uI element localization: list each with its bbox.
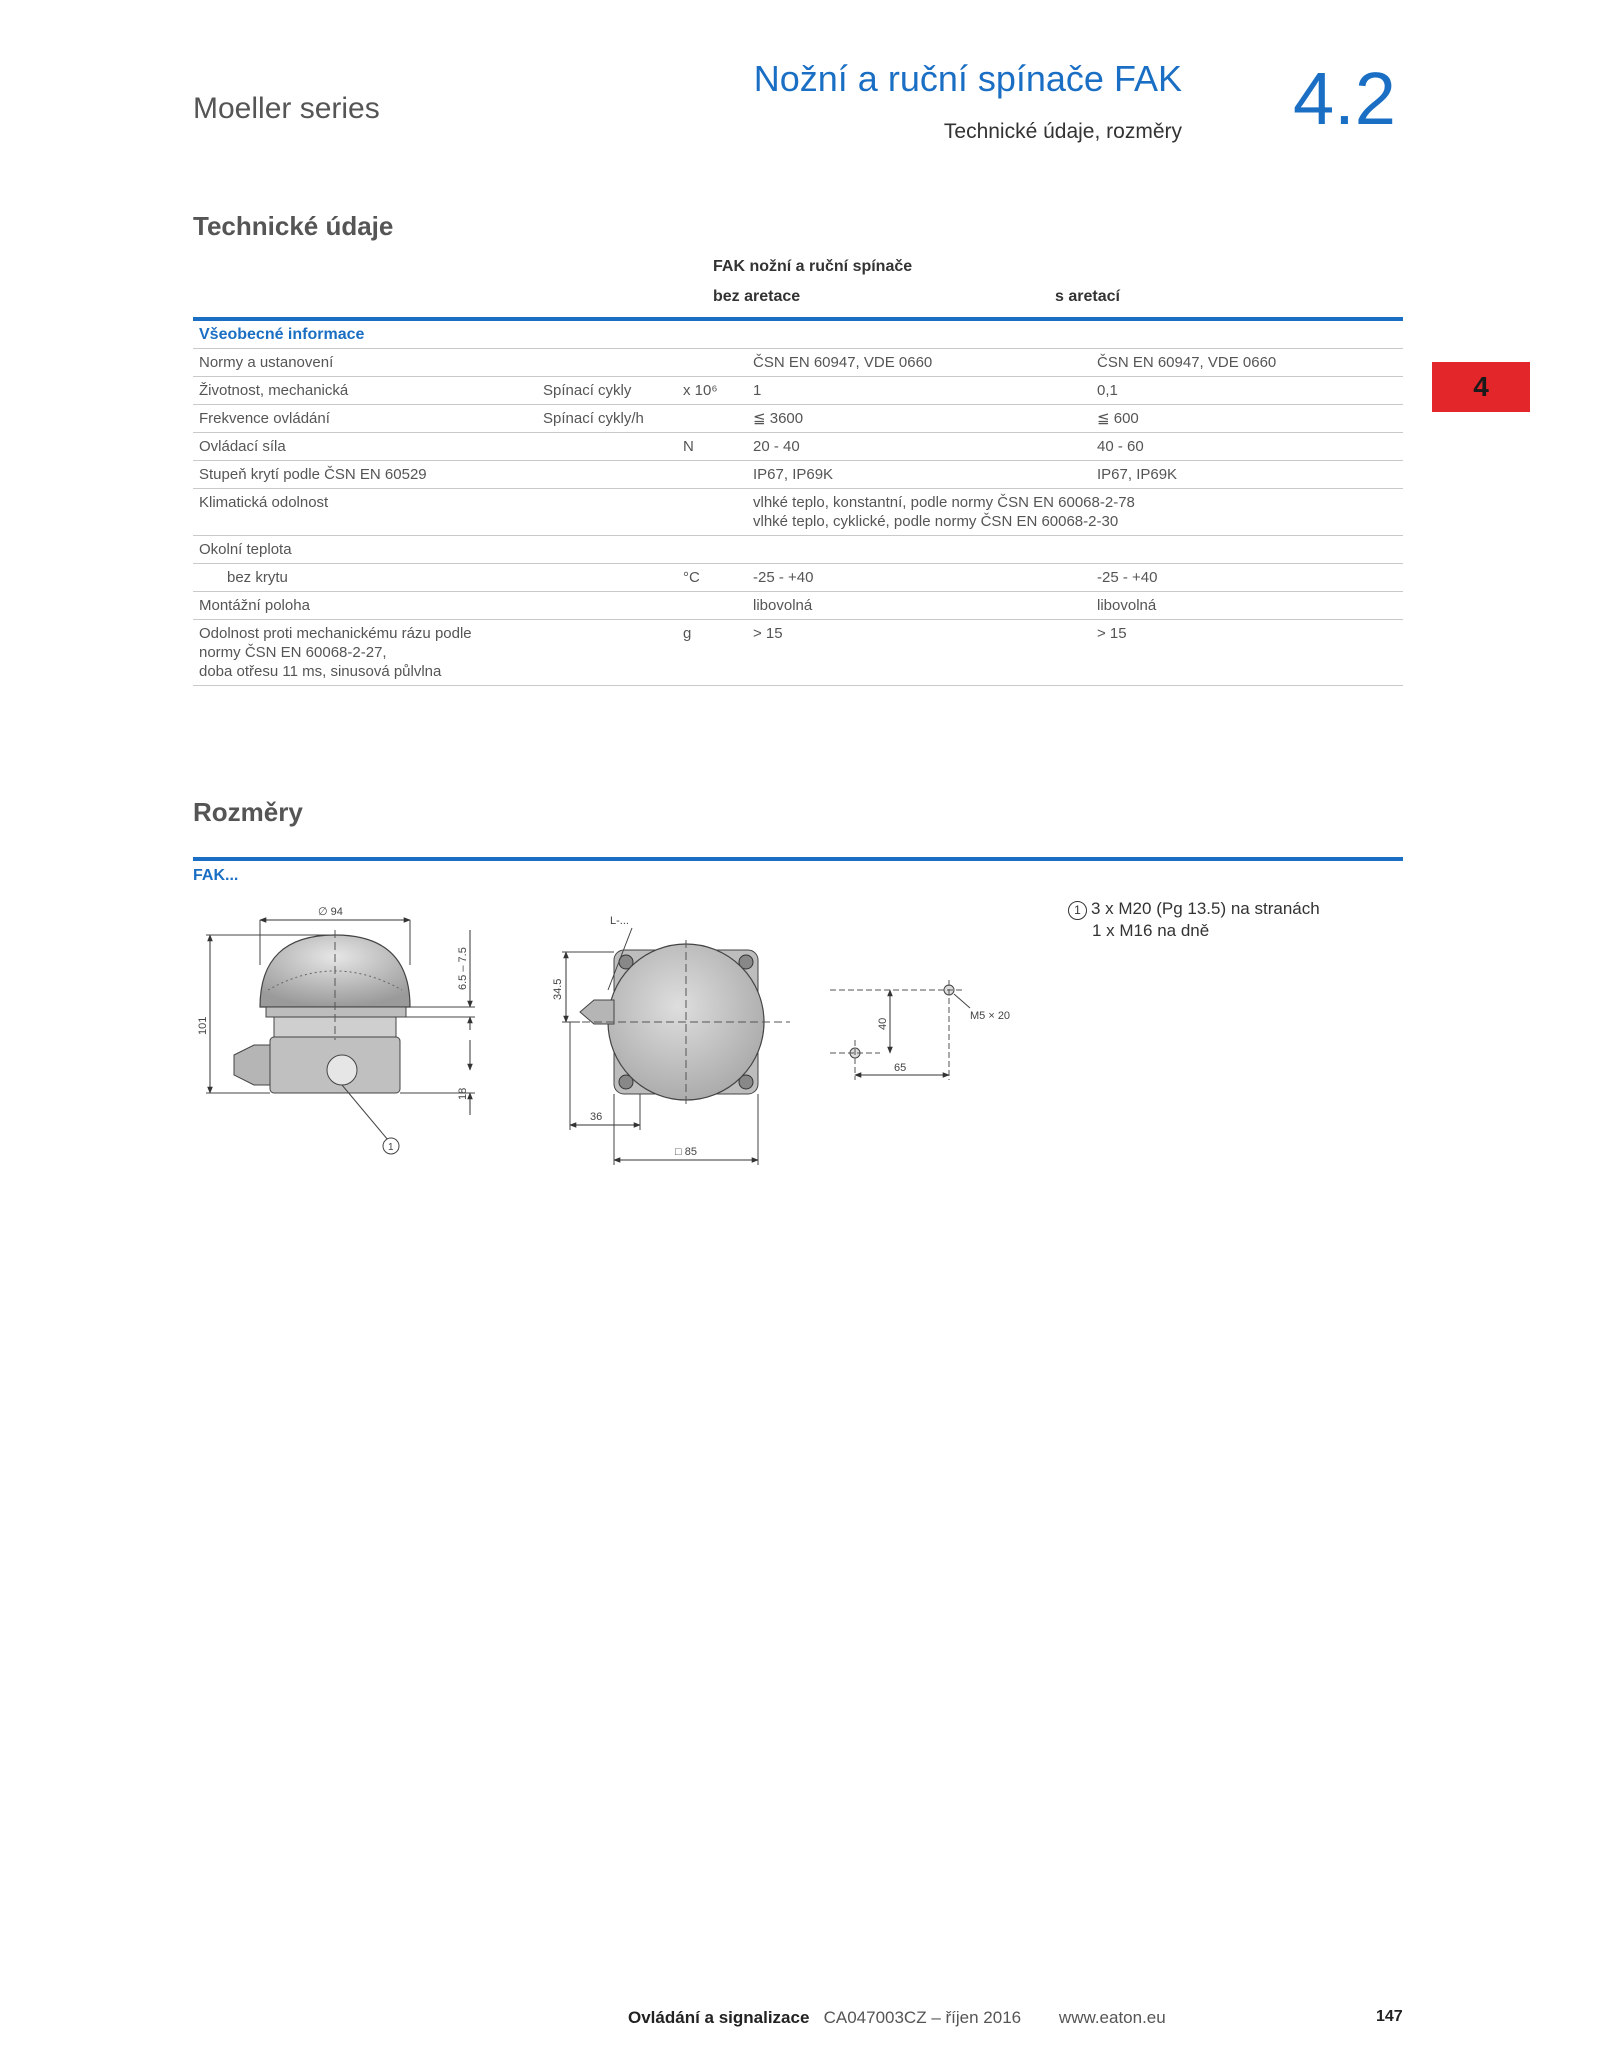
row-label: Ovládací síla — [193, 433, 537, 461]
row-unit: x 10⁶ — [677, 377, 747, 405]
row-unit — [677, 349, 747, 377]
product-label: FAK... — [193, 867, 239, 884]
product-heading: FAK nožní a ruční spínače — [713, 258, 913, 275]
page-title: Nožní a ruční spínače FAK — [753, 58, 1182, 99]
row-value-a: > 15 — [747, 620, 1091, 686]
row-sub — [537, 489, 677, 536]
dim-stroke: 6.5 – 7.5 — [457, 947, 469, 990]
row-unit — [677, 489, 747, 536]
length-ref: L-... — [610, 915, 629, 927]
hole-pattern — [830, 980, 1010, 1080]
top-gland — [580, 1000, 614, 1024]
dim-gland-length: 36 — [590, 1111, 603, 1123]
footnote-text-1: 3 x M20 (Pg 13.5) na stranách — [1091, 899, 1320, 918]
dimensions-rule — [193, 857, 1403, 861]
row-value-a: 1 — [747, 377, 1091, 405]
table-group-row — [193, 321, 1403, 349]
row-value-b: IP67, IP69K — [1091, 461, 1403, 489]
row-label: Montážní poloha — [193, 592, 537, 620]
table-row — [193, 536, 1403, 564]
side-view — [197, 906, 475, 1154]
table-row — [193, 461, 1403, 489]
page-subtitle: Technické údaje, rozměry — [943, 120, 1182, 143]
row-sub — [537, 536, 677, 564]
row-unit — [677, 461, 747, 489]
table-row — [193, 349, 1403, 377]
dim-height: 101 — [197, 1016, 209, 1035]
row-value-b: > 15 — [1091, 620, 1403, 686]
shock-line-1: Odolnost proti mechanickému rázu podle — [199, 625, 472, 642]
row-value-a — [747, 489, 1403, 536]
shock-line-2: normy ČSN EN 60068-2-27, — [199, 644, 387, 661]
row-value-b — [1091, 536, 1403, 564]
callout-number: 1 — [388, 1142, 394, 1153]
table-row — [193, 433, 1403, 461]
group-label: Všeobecné informace — [193, 321, 1403, 349]
footnote-text-2: 1 x M16 na dně — [1092, 921, 1210, 940]
row-value-b: 0,1 — [1091, 377, 1403, 405]
row-label: Životnost, mechanická — [193, 377, 537, 405]
row-label: Okolní teplota — [193, 536, 537, 564]
row-unit: °C — [677, 564, 747, 592]
row-label: bez krytu — [193, 564, 537, 592]
row-unit: N — [677, 433, 747, 461]
footer-web-link[interactable]: www.eaton.eu — [1058, 2008, 1166, 2027]
table-row — [193, 377, 1403, 405]
row-label — [193, 620, 537, 686]
footnote-line-1 — [1068, 898, 1320, 920]
dimension-drawing — [190, 890, 1050, 1180]
row-sub: Spínací cykly/h — [537, 405, 677, 433]
section-number: 4.2 — [1293, 57, 1396, 140]
footnote-marker: 1 — [1068, 901, 1087, 920]
page-footer — [628, 2008, 1166, 2028]
row-sub — [537, 592, 677, 620]
row-value-a: ČSN EN 60947, VDE 0660 — [747, 349, 1091, 377]
row-value-b: ≦ 600 — [1091, 405, 1403, 433]
shock-line-3: doba otřesu 11 ms, sinusová půlvlna — [199, 663, 442, 680]
row-label: Klimatická odolnost — [193, 489, 537, 536]
row-label: Frekvence ovládání — [193, 405, 537, 433]
row-label: Stupeň krytí podle ČSN EN 60529 — [193, 461, 537, 489]
top-view — [552, 915, 790, 1165]
cable-entry — [327, 1055, 357, 1085]
row-sub: Spínací cykly — [537, 377, 677, 405]
spec-table-header — [193, 258, 1403, 318]
row-sub — [537, 564, 677, 592]
table-row — [193, 564, 1403, 592]
dim-base-height: 18 — [457, 1087, 469, 1100]
row-value-b: 40 - 60 — [1091, 433, 1403, 461]
screw-spec: M5 × 20 — [970, 1010, 1011, 1022]
series-label: Moeller series — [193, 92, 380, 125]
table-row — [193, 405, 1403, 433]
dim-diameter: ∅ 94 — [318, 906, 343, 918]
row-value-b: libovolná — [1091, 592, 1403, 620]
dome-rim — [266, 1007, 406, 1017]
row-unit — [677, 536, 747, 564]
dimensions-heading: Rozměry — [193, 797, 303, 827]
dim-plate-width: □ 85 — [675, 1146, 697, 1158]
chapter-tab[interactable]: 4 — [1432, 362, 1530, 412]
dim-hole-horizontal: 65 — [894, 1062, 907, 1074]
row-value-b: ČSN EN 60947, VDE 0660 — [1091, 349, 1403, 377]
dim-gland-offset: 34.5 — [552, 978, 564, 1000]
row-value-a: libovolná — [747, 592, 1091, 620]
page-number: 147 — [1376, 2008, 1403, 2025]
row-label: Normy a ustanovení — [193, 349, 537, 377]
climate-line-1: vlhké teplo, konstantní, podle normy ČSN EN 60068-2-78 — [753, 494, 1135, 511]
row-sub — [537, 620, 677, 686]
row-sub — [537, 433, 677, 461]
column-header-without-latch: bez aretace — [713, 288, 801, 305]
table-row — [193, 489, 1403, 536]
technical-data-heading: Technické údaje — [193, 211, 394, 241]
row-value-a: 20 - 40 — [747, 433, 1091, 461]
row-value-a: ≦ 3600 — [747, 405, 1091, 433]
row-unit: g — [677, 620, 747, 686]
row-value-a: -25 - +40 — [747, 564, 1091, 592]
dim-hole-vertical: 40 — [877, 1017, 889, 1030]
row-unit — [677, 592, 747, 620]
climate-line-2: vlhké teplo, cyklické, podle normy ČSN EN 60068-2-30 — [753, 513, 1119, 530]
row-value-a: IP67, IP69K — [747, 461, 1091, 489]
row-unit — [677, 405, 747, 433]
footnote — [1068, 898, 1320, 942]
spec-table — [193, 321, 1403, 686]
row-value-a — [747, 536, 1091, 564]
column-header-with-latch: s aretací — [1055, 288, 1120, 305]
table-row — [193, 592, 1403, 620]
side-gland — [234, 1045, 270, 1085]
footer-section: Ovládání a signalizace — [628, 2008, 810, 2027]
row-sub — [537, 461, 677, 489]
footer-doc: CA047003CZ – říjen 2016 — [823, 2008, 1022, 2027]
row-sub — [537, 349, 677, 377]
row-value-b: -25 - +40 — [1091, 564, 1403, 592]
table-row — [193, 620, 1403, 686]
